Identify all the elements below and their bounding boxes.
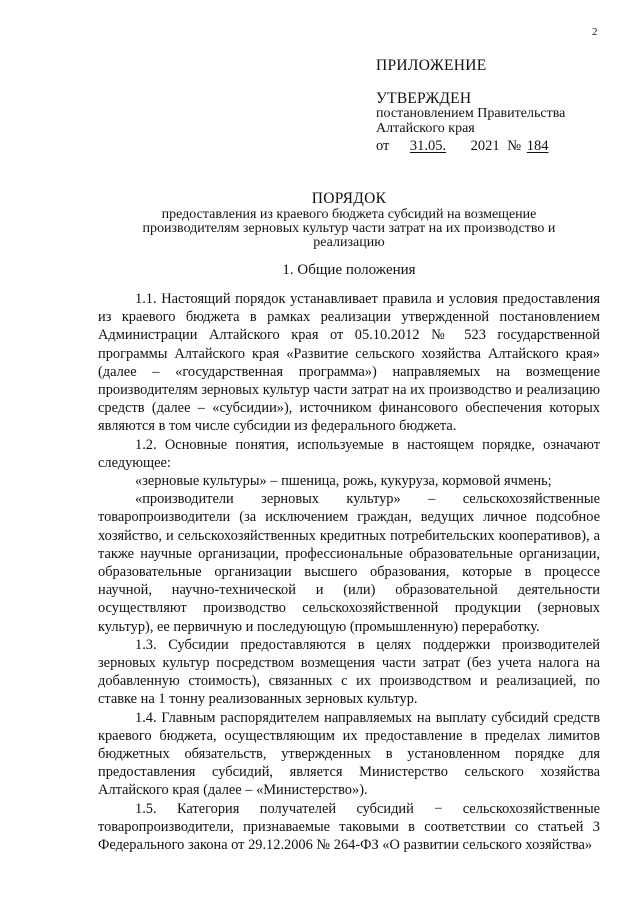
paragraph-1-3: 1.3. Субсидии предоставляются в целях поддержки производителей зерновых культур посредством возмещения части затрат (без учета налога на добавленную стоимость), связанных с их производством и реализацией, по ставке на 1 тонну реализованных зерновых культур. [98, 636, 600, 708]
section-title: 1. Общие положения [282, 262, 416, 278]
paragraph-1-2: 1.2. Основные понятия, используемые в настоящем порядке, означают следующее: [98, 436, 600, 471]
approval-date-line [376, 139, 571, 154]
approval-stamp [376, 58, 571, 154]
paragraph-1-1: 1.1. Настоящий порядок устанавливает правила и условия предоставления из краевого бюджета в рамках реализации утвержденной постановлением Администрации Алтайского края от 05.10.2012 № 523 государственной программы Алтайского края «Развитие сельского хозяйства Алтайского края» (далее – «государственная программа») направляемых на возмещение производителям зерновых культур части затрат на их производство и реализацию средств (далее – «субсидии»), источником финансового обеспечения которых являются в том числе субсидии из федерального бюджета. [98, 291, 600, 435]
approval-number: 184 [526, 138, 549, 154]
appendix-label: ПРИЛОЖЕНИЕ [376, 57, 487, 74]
paragraph-1-4: 1.4. Главным распорядителем направляемых на выплату субсидий средств краевого бюджета, осуществляющим их предоставление в пределах лимитов бюджетных обязательств, утвержденных в установленном порядке для предоставления субсидий, является Министерство сельского хозяйства Алтайского края (далее – «Министерство»). [98, 709, 600, 799]
document-subtitle: предоставления из краевого бюджета субсидий на возмещение производителям зерновых культур части затрат на их производство и реализацию [142, 207, 556, 250]
definition-grain-producers: «производители зерновых культур» – сельскохозяйственные товаропроизводители (за исключением граждан, ведущих личное подсобное хозяйство, и сельскохозяйственных кредитных потребительских кооперативов), а также научные организации, профессиональные образовательные организации, образовательные организации высшего образования, которые в процессе научной, научно-технической и (или) образовательной деятельности осуществляют производство сельскохозяйственной продукции (зерновых культур), ее первичную и последующую (промышленную) переработку. [98, 491, 600, 635]
document-title: ПОРЯДОК [311, 190, 387, 207]
document-body [98, 290, 600, 854]
approved-by-line: постановлением Правительства [376, 106, 566, 121]
page-number: 2 [592, 26, 598, 38]
approval-year: 2021 [470, 138, 500, 154]
approval-date: 31.05. [409, 138, 447, 154]
approved-region-line: Алтайского края [376, 121, 475, 136]
paragraph-1-5: 1.5. Категория получателей субсидий − сельскохозяйственные товаропроизводители, признаваемые таковыми в соответствии со статьей 3 Федерального закона от 29.12.2006 № 264-ФЗ «О развитии сельского хозяйства» [98, 800, 600, 854]
approved-label: УТВЕРЖДЕН [376, 90, 472, 107]
date-prefix: от [376, 138, 390, 154]
number-sign: № [507, 138, 522, 154]
document-heading [100, 190, 598, 250]
definition-grain-crops: «зерновые культуры» – пшеница, рожь, кукуруза, кормовой ячмень; [135, 473, 552, 490]
